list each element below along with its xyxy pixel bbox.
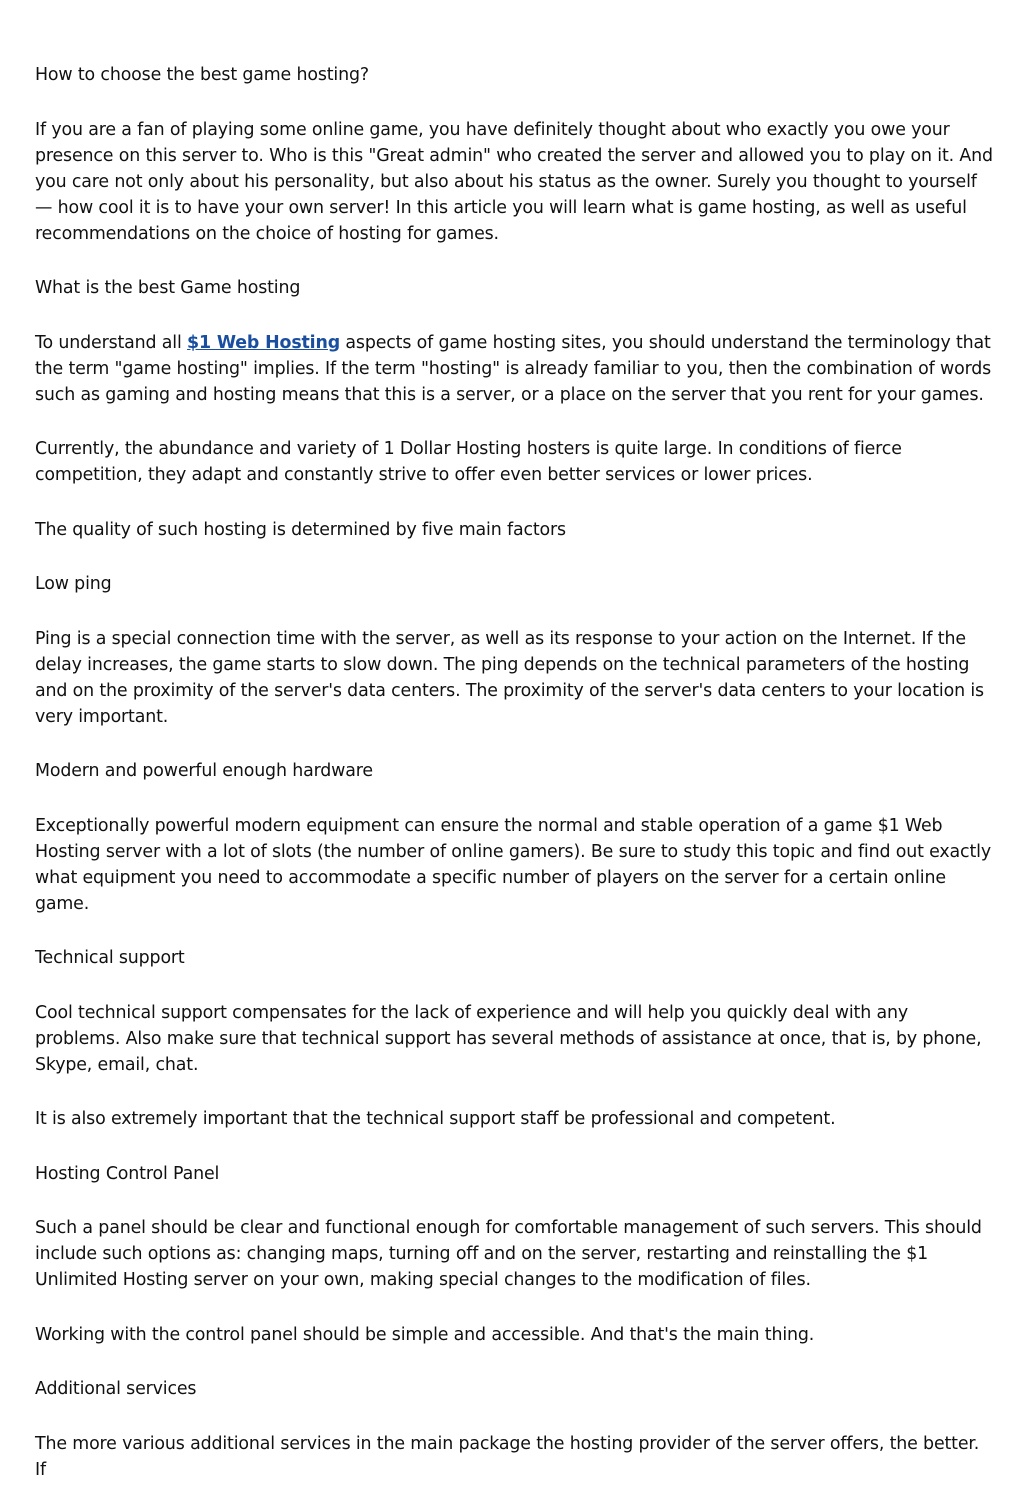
intro-paragraph: If you are a fan of playing some online game, you have definitely thought about who exactly you owe your presence on this server to. Who is this "Great admin" who created the server and allowed you to play on it. And you care not only about his personality, but also about his status as the owner. Surely you thought to yourself — how cool it is to have your own server! In this article you will learn what is game hosting, as well as useful recommendations on the choice of hosting for games. [35,119,993,244]
document-body [35,62,993,1511]
section-heading-best-game-hosting: What is the best Game hosting [35,278,301,298]
section-heading-technical-support: Technical support [35,948,185,968]
terminology-text-after: aspects of game hosting sites, you should understand the terminology that the term "game hosting" implies. If the term "hosting" is already familiar to you, then the combination of words such as gaming and hosting means that this is a server, or a place on the server that you rent for your games. [35,332,992,405]
control-panel-summary: Working with the control panel should be simple and accessible. And that's the main thing. [35,1324,815,1345]
section-heading-low-ping: Low ping [35,574,112,594]
article-title: How to choose the best game hosting? [35,65,369,85]
section-heading-control-panel: Hosting Control Panel [35,1163,220,1184]
terminology-text-before: To understand all [35,332,188,353]
terminology-paragraph [35,330,993,408]
ping-paragraph: Ping is a special connection time with the server, as well as its response to your action on the Internet. If the delay increases, the game starts to slow down. The ping depends on the technical parameters of the hosting and on the proximity of the server's data centers. The proximity of the server's data centers to your location is very important. [35,628,984,727]
section-heading-hardware: Modern and powerful enough hardware [35,761,373,781]
factors-intro: The quality of such hosting is determined by five main factors [35,519,566,540]
web-hosting-link[interactable]: $1 Web Hosting [187,332,341,353]
support-paragraph: Cool technical support compensates for the lack of experience and will help you quickly deal with any problems. Also make sure that technical support has several methods of assistance at once, that is, by phone, Skype, email, chat. [35,1002,982,1075]
section-heading-additional-services: Additional services [35,1379,197,1399]
additional-services-paragraph: The more various additional services in the main package the hosting provider of the server offers, the better. If [35,1433,980,1480]
control-panel-paragraph: Such a panel should be clear and functional enough for comfortable management of such servers. This should include such options as: changing maps, turning off and on the server, restarting and reinstalling the $1 Unlimited Hosting server on your own, making special changes to the modification of files. [35,1218,982,1290]
support-staff-paragraph: It is also extremely important that the technical support staff be professional and competent. [35,1109,836,1129]
market-paragraph: Currently, the abundance and variety of 1 Dollar Hosting hosters is quite large. In conditions of fierce competition, they adapt and constantly strive to offer even better services or lower prices. [35,439,902,485]
hardware-paragraph: Exceptionally powerful modern equipment can ensure the normal and stable operation of a game $1 Web Hosting server with a lot of slots (the number of online gamers). Be sure to study this topic and find out exactly what equipment you need to accommodate a specific number of players on the server for a certain online game. [35,815,991,914]
